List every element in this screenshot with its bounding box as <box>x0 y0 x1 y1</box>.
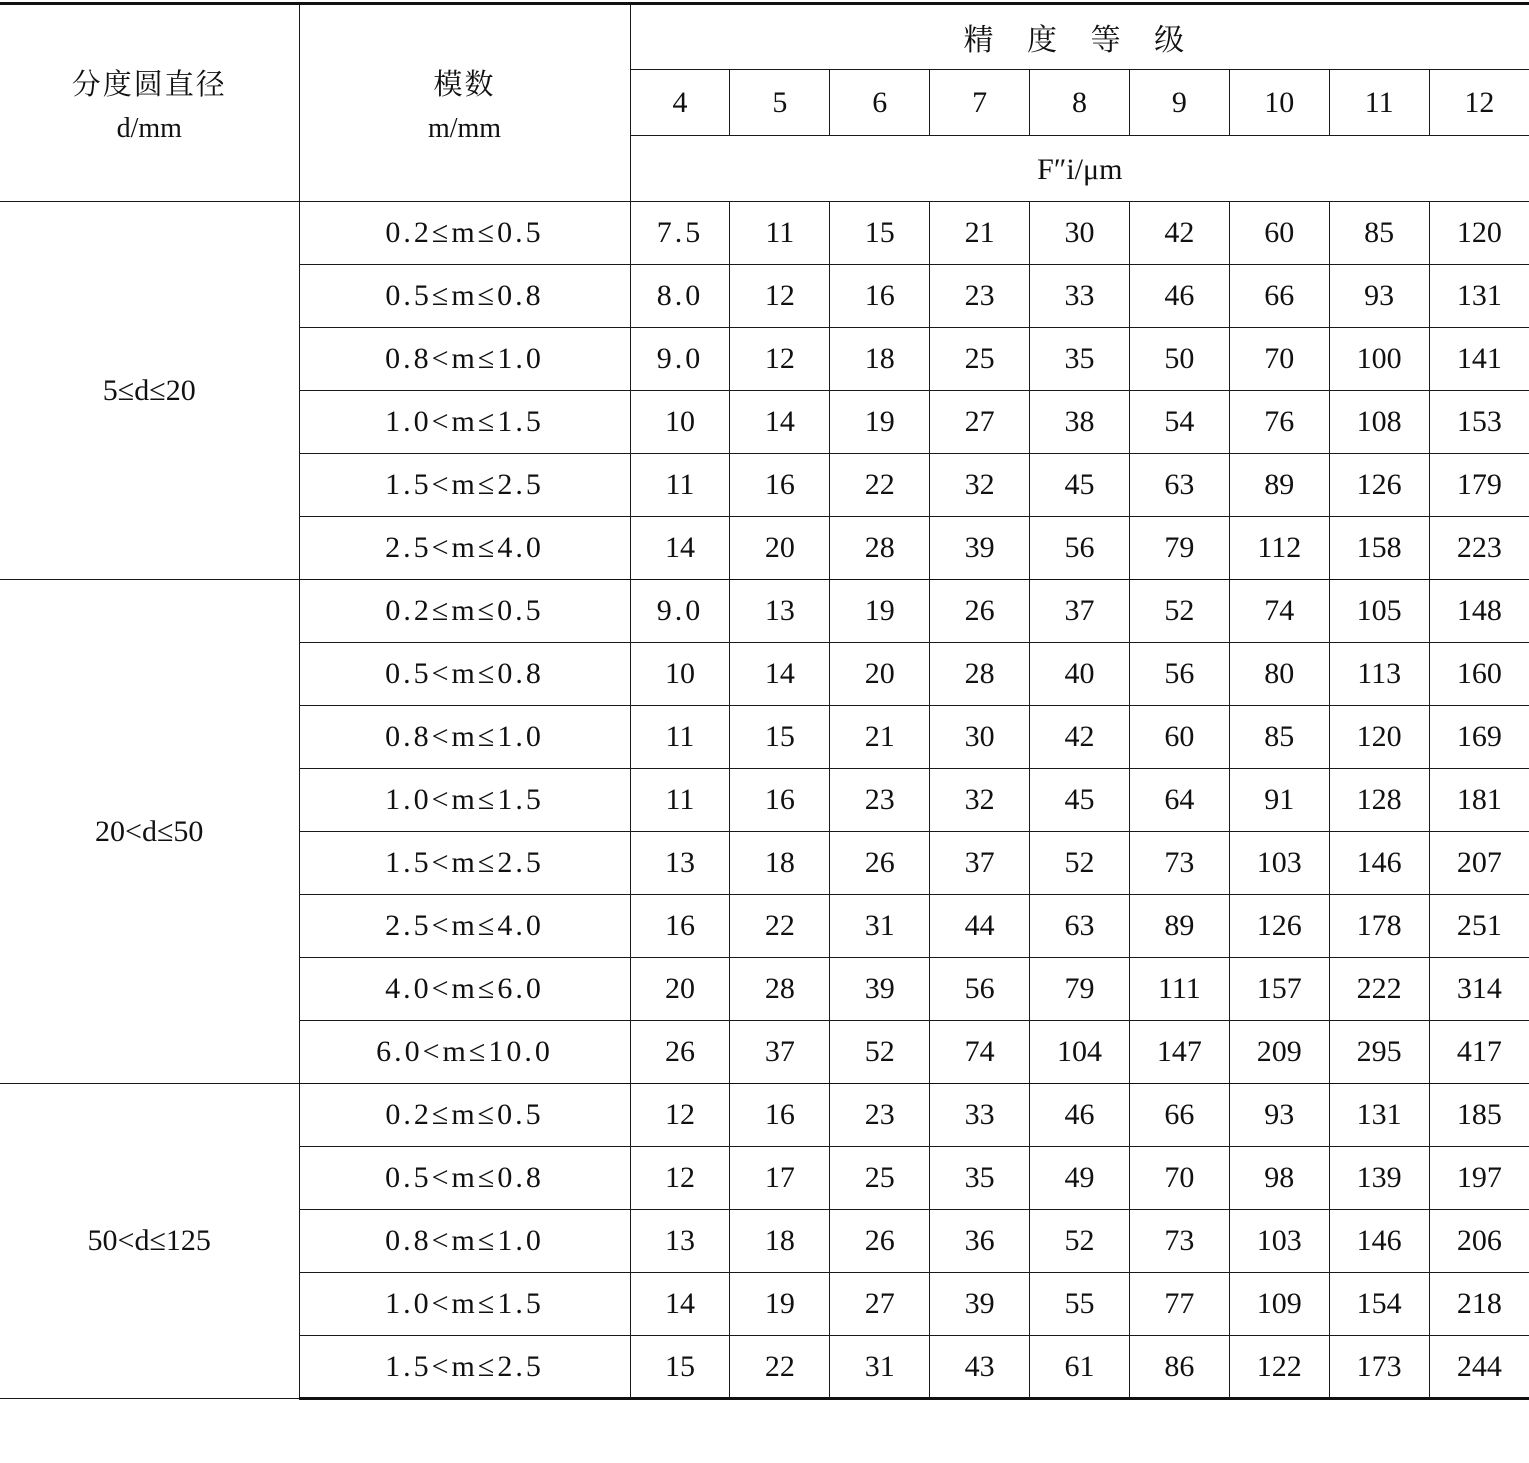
tolerance-value-cell: 77 <box>1129 1273 1229 1336</box>
tolerance-value-cell: 22 <box>730 895 830 958</box>
module-header <box>299 4 630 202</box>
tolerance-value-cell: 70 <box>1129 1147 1229 1210</box>
tolerance-value-cell: 22 <box>730 1336 830 1399</box>
tolerance-value-cell: 22 <box>830 454 930 517</box>
tolerance-value-cell: 85 <box>1229 706 1329 769</box>
tolerance-value-cell: 173 <box>1329 1336 1429 1399</box>
tolerance-value-cell: 89 <box>1129 895 1229 958</box>
tolerance-value-cell: 15 <box>730 706 830 769</box>
module-range-cell: 0.2≤m≤0.5 <box>299 1084 630 1147</box>
tolerance-value-cell: 14 <box>630 1273 730 1336</box>
tolerance-value-cell: 42 <box>1030 706 1130 769</box>
tolerance-value-cell: 91 <box>1229 769 1329 832</box>
tolerance-value-cell: 15 <box>630 1336 730 1399</box>
module-range-cell: 0.2≤m≤0.5 <box>299 202 630 265</box>
grade-number-cell: 12 <box>1429 70 1529 136</box>
tolerance-value-cell: 128 <box>1329 769 1429 832</box>
module-range-cell: 2.5<m≤4.0 <box>299 895 630 958</box>
grade-number-cell: 11 <box>1329 70 1429 136</box>
diameter-range-cell: 5≤d≤20 <box>0 202 299 580</box>
tolerance-value-cell: 27 <box>930 391 1030 454</box>
tolerance-value-cell: 18 <box>730 1210 830 1273</box>
tolerance-value-cell: 86 <box>1129 1336 1229 1399</box>
tolerance-value-cell: 26 <box>930 580 1030 643</box>
tolerance-value-cell: 74 <box>930 1021 1030 1084</box>
table-header <box>0 4 1529 202</box>
tolerance-value-cell: 37 <box>930 832 1030 895</box>
tolerance-value-cell: 73 <box>1129 1210 1229 1273</box>
tolerance-value-cell: 181 <box>1429 769 1529 832</box>
tolerance-value-cell: 10 <box>630 391 730 454</box>
tolerance-value-cell: 18 <box>830 328 930 391</box>
tolerance-value-cell: 104 <box>1030 1021 1130 1084</box>
diameter-header <box>0 4 299 202</box>
module-range-cell: 2.5<m≤4.0 <box>299 517 630 580</box>
module-header-unit: m/mm <box>427 112 502 144</box>
tolerance-value-cell: 244 <box>1429 1336 1529 1399</box>
tolerance-value-cell: 50 <box>1129 328 1229 391</box>
tolerance-value-cell: 13 <box>630 832 730 895</box>
tolerance-value-cell: 131 <box>1429 265 1529 328</box>
tolerance-value-cell: 12 <box>630 1084 730 1147</box>
tolerance-value-cell: 23 <box>830 1084 930 1147</box>
tolerance-value-cell: 16 <box>830 265 930 328</box>
module-range-cell: 0.5<m≤0.8 <box>299 643 630 706</box>
tolerance-value-cell: 85 <box>1329 202 1429 265</box>
value-unit-header <box>630 136 1529 202</box>
tolerance-value-cell: 17 <box>730 1147 830 1210</box>
grade-number-cell: 6 <box>830 70 930 136</box>
tolerance-value-cell: 26 <box>830 832 930 895</box>
tolerance-value-cell: 46 <box>1129 265 1229 328</box>
module-range-cell: 1.0<m≤1.5 <box>299 391 630 454</box>
table-row <box>0 580 1529 643</box>
tolerance-value-cell: 66 <box>1229 265 1329 328</box>
tolerance-value-cell: 93 <box>1329 265 1429 328</box>
tolerance-value-cell: 295 <box>1329 1021 1429 1084</box>
tolerance-value-cell: 12 <box>630 1147 730 1210</box>
tolerance-value-cell: 105 <box>1329 580 1429 643</box>
diameter-header-title: 分度圆直径 <box>71 66 227 101</box>
tolerance-value-cell: 7.5 <box>630 202 730 265</box>
tolerance-value-cell: 218 <box>1429 1273 1529 1336</box>
module-range-cell: 6.0<m≤10.0 <box>299 1021 630 1084</box>
tolerance-value-cell: 251 <box>1429 895 1529 958</box>
tolerance-value-cell: 11 <box>630 769 730 832</box>
tolerance-value-cell: 39 <box>930 1273 1030 1336</box>
tolerance-value-cell: 11 <box>630 706 730 769</box>
tolerance-value-cell: 314 <box>1429 958 1529 1021</box>
tolerance-value-cell: 146 <box>1329 832 1429 895</box>
tolerance-value-cell: 21 <box>830 706 930 769</box>
tolerance-value-cell: 222 <box>1329 958 1429 1021</box>
tolerance-value-cell: 39 <box>830 958 930 1021</box>
tolerance-value-cell: 28 <box>830 517 930 580</box>
tolerance-value-cell: 9.0 <box>630 328 730 391</box>
module-range-cell: 1.5<m≤2.5 <box>299 832 630 895</box>
tolerance-value-cell: 43 <box>930 1336 1030 1399</box>
tolerance-value-cell: 153 <box>1429 391 1529 454</box>
tolerance-value-cell: 126 <box>1329 454 1429 517</box>
tolerance-value-cell: 131 <box>1329 1084 1429 1147</box>
tolerance-value-cell: 66 <box>1129 1084 1229 1147</box>
module-range-cell: 0.2≤m≤0.5 <box>299 580 630 643</box>
tolerance-value-cell: 122 <box>1229 1336 1329 1399</box>
tolerance-value-cell: 111 <box>1129 958 1229 1021</box>
tolerance-value-cell: 154 <box>1329 1273 1429 1336</box>
tolerance-value-cell: 207 <box>1429 832 1529 895</box>
tolerance-value-cell: 178 <box>1329 895 1429 958</box>
tolerance-value-cell: 148 <box>1429 580 1529 643</box>
tolerance-value-cell: 52 <box>1030 1210 1130 1273</box>
tolerance-value-cell: 79 <box>1030 958 1130 1021</box>
tolerance-value-cell: 16 <box>730 1084 830 1147</box>
tolerance-value-cell: 60 <box>1229 202 1329 265</box>
tolerance-value-cell: 14 <box>630 517 730 580</box>
tolerance-value-cell: 25 <box>930 328 1030 391</box>
tolerance-value-cell: 209 <box>1229 1021 1329 1084</box>
module-range-cell: 0.8<m≤1.0 <box>299 706 630 769</box>
tolerance-value-cell: 45 <box>1030 769 1130 832</box>
tolerance-value-cell: 39 <box>930 517 1030 580</box>
grade-number-cell: 4 <box>630 70 730 136</box>
tolerance-value-cell: 11 <box>730 202 830 265</box>
tolerance-value-cell: 206 <box>1429 1210 1529 1273</box>
tolerance-value-cell: 12 <box>730 265 830 328</box>
module-header-title: 模数 <box>433 66 496 101</box>
tolerance-value-cell: 21 <box>930 202 1030 265</box>
tolerance-value-cell: 52 <box>1030 832 1130 895</box>
tolerance-value-cell: 23 <box>830 769 930 832</box>
tolerance-value-cell: 9.0 <box>630 580 730 643</box>
tolerance-value-cell: 126 <box>1229 895 1329 958</box>
tolerance-value-cell: 60 <box>1129 706 1229 769</box>
tolerance-value-cell: 32 <box>930 454 1030 517</box>
tolerance-value-cell: 23 <box>930 265 1030 328</box>
tolerance-value-cell: 14 <box>730 643 830 706</box>
tolerance-value-cell: 100 <box>1329 328 1429 391</box>
tolerance-value-cell: 16 <box>730 769 830 832</box>
tolerance-value-cell: 46 <box>1030 1084 1130 1147</box>
tolerance-value-cell: 109 <box>1229 1273 1329 1336</box>
tolerance-value-cell: 223 <box>1429 517 1529 580</box>
grade-number-cell: 7 <box>930 70 1030 136</box>
grade-number-cell: 5 <box>730 70 830 136</box>
tolerance-value-cell: 40 <box>1030 643 1130 706</box>
tolerance-value-cell: 28 <box>930 643 1030 706</box>
module-range-cell: 4.0<m≤6.0 <box>299 958 630 1021</box>
tolerance-value-cell: 141 <box>1429 328 1529 391</box>
tolerance-value-cell: 16 <box>630 895 730 958</box>
tolerance-value-cell: 93 <box>1229 1084 1329 1147</box>
tolerance-value-cell: 76 <box>1229 391 1329 454</box>
tolerance-value-cell: 74 <box>1229 580 1329 643</box>
tolerance-value-cell: 30 <box>1030 202 1130 265</box>
tolerance-value-cell: 89 <box>1229 454 1329 517</box>
tolerance-value-cell: 19 <box>830 580 930 643</box>
tolerance-value-cell: 20 <box>730 517 830 580</box>
tolerance-value-cell: 120 <box>1329 706 1429 769</box>
tolerance-value-cell: 56 <box>930 958 1030 1021</box>
tolerance-value-cell: 169 <box>1429 706 1529 769</box>
grade-number-cell: 9 <box>1129 70 1229 136</box>
table-row <box>0 202 1529 265</box>
module-range-cell: 0.5<m≤0.8 <box>299 1147 630 1210</box>
tolerance-value-cell: 185 <box>1429 1084 1529 1147</box>
tolerance-value-cell: 20 <box>830 643 930 706</box>
tolerance-value-cell: 103 <box>1229 832 1329 895</box>
module-range-cell: 0.8<m≤1.0 <box>299 328 630 391</box>
module-range-cell: 1.5<m≤2.5 <box>299 454 630 517</box>
tolerance-value-cell: 120 <box>1429 202 1529 265</box>
diameter-header-unit: d/mm <box>116 112 182 144</box>
tolerance-value-cell: 42 <box>1129 202 1229 265</box>
tolerance-value-cell: 197 <box>1429 1147 1529 1210</box>
tolerance-value-cell: 63 <box>1030 895 1130 958</box>
tolerance-value-cell: 10 <box>630 643 730 706</box>
tolerance-value-cell: 25 <box>830 1147 930 1210</box>
tolerance-value-cell: 146 <box>1329 1210 1429 1273</box>
tolerance-value-cell: 19 <box>730 1273 830 1336</box>
tolerance-value-cell: 12 <box>730 328 830 391</box>
tolerance-value-cell: 13 <box>730 580 830 643</box>
tolerance-value-cell: 80 <box>1229 643 1329 706</box>
tolerance-value-cell: 103 <box>1229 1210 1329 1273</box>
tolerance-value-cell: 45 <box>1030 454 1130 517</box>
grade-number-cell: 10 <box>1229 70 1329 136</box>
table-row <box>0 1084 1529 1147</box>
tolerance-value-cell: 52 <box>1129 580 1229 643</box>
tolerance-value-cell: 55 <box>1030 1273 1130 1336</box>
grade-header <box>630 4 1529 70</box>
tolerance-value-cell: 160 <box>1429 643 1529 706</box>
tolerance-value-cell: 157 <box>1229 958 1329 1021</box>
tolerance-value-cell: 44 <box>930 895 1030 958</box>
module-range-cell: 1.0<m≤1.5 <box>299 769 630 832</box>
tolerance-table <box>0 2 1529 1400</box>
grade-number-cell: 8 <box>1030 70 1130 136</box>
tolerance-value-cell: 28 <box>730 958 830 1021</box>
tolerance-value-cell: 98 <box>1229 1147 1329 1210</box>
tolerance-value-cell: 16 <box>730 454 830 517</box>
tolerance-value-cell: 52 <box>830 1021 930 1084</box>
tolerance-value-cell: 35 <box>930 1147 1030 1210</box>
tolerance-value-cell: 33 <box>930 1084 1030 1147</box>
tolerance-value-cell: 18 <box>730 832 830 895</box>
tolerance-value-cell: 147 <box>1129 1021 1229 1084</box>
tolerance-value-cell: 79 <box>1129 517 1229 580</box>
tolerance-value-cell: 113 <box>1329 643 1429 706</box>
tolerance-value-cell: 26 <box>830 1210 930 1273</box>
tolerance-value-cell: 139 <box>1329 1147 1429 1210</box>
tolerance-value-cell: 108 <box>1329 391 1429 454</box>
tolerance-value-cell: 20 <box>630 958 730 1021</box>
tolerance-value-cell: 14 <box>730 391 830 454</box>
tolerance-value-cell: 31 <box>830 1336 930 1399</box>
table-body <box>0 202 1529 1399</box>
tolerance-value-cell: 19 <box>830 391 930 454</box>
tolerance-value-cell: 26 <box>630 1021 730 1084</box>
tolerance-value-cell: 36 <box>930 1210 1030 1273</box>
tolerance-value-cell: 417 <box>1429 1021 1529 1084</box>
value-unit-label: F″i/μm <box>1037 152 1123 186</box>
module-range-cell: 0.8<m≤1.0 <box>299 1210 630 1273</box>
diameter-range-cell: 20<d≤50 <box>0 580 299 1084</box>
tolerance-value-cell: 8.0 <box>630 265 730 328</box>
module-range-cell: 1.5<m≤2.5 <box>299 1336 630 1399</box>
tolerance-value-cell: 49 <box>1030 1147 1130 1210</box>
tolerance-value-cell: 37 <box>730 1021 830 1084</box>
tolerance-value-cell: 63 <box>1129 454 1229 517</box>
tolerance-value-cell: 13 <box>630 1210 730 1273</box>
tolerance-value-cell: 54 <box>1129 391 1229 454</box>
tolerance-value-cell: 70 <box>1229 328 1329 391</box>
tolerance-value-cell: 56 <box>1129 643 1229 706</box>
tolerance-value-cell: 158 <box>1329 517 1429 580</box>
tolerance-value-cell: 37 <box>1030 580 1130 643</box>
tolerance-value-cell: 73 <box>1129 832 1229 895</box>
module-range-cell: 0.5≤m≤0.8 <box>299 265 630 328</box>
tolerance-value-cell: 30 <box>930 706 1030 769</box>
tolerance-value-cell: 112 <box>1229 517 1329 580</box>
grade-header-title: 精 度 等 级 <box>963 23 1197 58</box>
tolerance-value-cell: 33 <box>1030 265 1130 328</box>
tolerance-value-cell: 27 <box>830 1273 930 1336</box>
diameter-range-cell: 50<d≤125 <box>0 1084 299 1399</box>
tolerance-value-cell: 179 <box>1429 454 1529 517</box>
tolerance-value-cell: 56 <box>1030 517 1130 580</box>
module-range-cell: 1.0<m≤1.5 <box>299 1273 630 1336</box>
tolerance-value-cell: 11 <box>630 454 730 517</box>
tolerance-value-cell: 32 <box>930 769 1030 832</box>
tolerance-value-cell: 35 <box>1030 328 1130 391</box>
tolerance-value-cell: 15 <box>830 202 930 265</box>
tolerance-value-cell: 38 <box>1030 391 1130 454</box>
tolerance-value-cell: 64 <box>1129 769 1229 832</box>
tolerance-value-cell: 31 <box>830 895 930 958</box>
tolerance-value-cell: 61 <box>1030 1336 1130 1399</box>
